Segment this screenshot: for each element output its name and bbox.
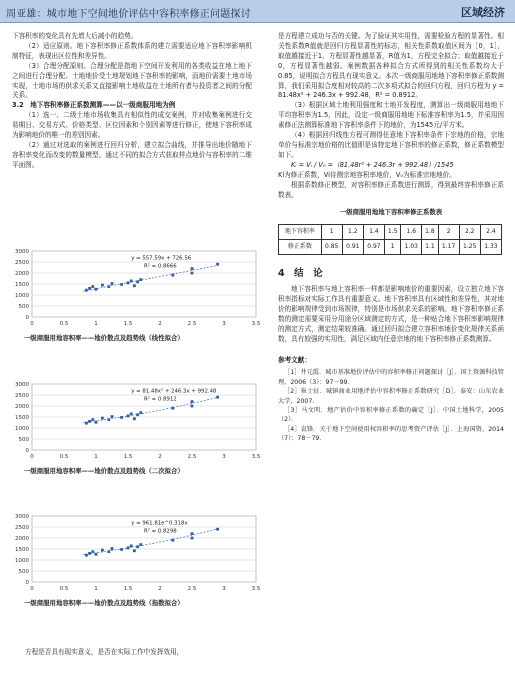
y-tick-label: 3000 xyxy=(15,249,29,255)
paragraph: （3）根据区域土地利用强度和土地开发程度，测算出一级商服用地地下平均容积率为1.5，因此，设定一级商服用地地下标准容积率为1.5，并采用因素修正法测算标准地下容积率条件下的地价，为1545元/平方米。 xyxy=(278,101,504,130)
y-tick-label: 3000 xyxy=(15,382,29,388)
table-header-cell: 修正系数 xyxy=(279,240,322,255)
y-tick-label: 1500 xyxy=(15,415,29,421)
y-tick-label: 2500 xyxy=(15,525,29,531)
paragraph: 方程是否具有现实意义，是否在实际工作中发挥效用， xyxy=(25,648,184,656)
x-tick-label: 2 xyxy=(158,454,162,460)
x-tick-label: 1 xyxy=(94,321,98,327)
y-tick-label: 0 xyxy=(25,448,29,454)
x-tick-label: 0 xyxy=(30,454,34,460)
table-title: 一级商服用地地下容积率修正系数表 xyxy=(339,208,443,217)
table-header-cell: 地下容积率 xyxy=(279,225,322,240)
x-tick-label: 1.5 xyxy=(123,321,133,327)
data-point xyxy=(101,417,104,420)
data-point xyxy=(127,547,130,550)
paragraph: 根据系数修正模型，对容积率修正系数进行测算，得到最终容积率修正系数表。 xyxy=(278,180,504,199)
data-point xyxy=(136,413,139,416)
y-tick-label: 500 xyxy=(18,569,29,575)
x-tick-label: 0 xyxy=(30,321,34,327)
data-point xyxy=(171,274,174,277)
paragraph: （4）根据回归线性方程可测得任意地下容积率条件下宗地的价格，宗地单价与标准宗地价格的比值即是该特定地下容积率的修正系数，修正系数模型如下。 xyxy=(278,131,504,159)
y-tick-label: 1000 xyxy=(15,558,29,564)
paragraph: （2）适应原则。地下容积率修正系数体系的建立需要适应地下容积率影响机制特征，表现出区位性和差异性。 xyxy=(12,41,252,60)
chart-quadratic xyxy=(4,378,262,475)
x-tick-label: 1.5 xyxy=(123,586,133,592)
data-point xyxy=(101,549,104,552)
data-point xyxy=(91,550,94,553)
paragraph: 下容积率的变化具有先增大后减小的趋势。 xyxy=(12,32,138,40)
table-cell: 2 xyxy=(438,225,459,240)
table-cell: 1.33 xyxy=(480,240,501,255)
x-tick-label: 3.5 xyxy=(251,321,261,327)
reference-item: ［4］袁锋．关于地下空间使用权容积率的思考资产评估［J］．上海国资，2014（7）：78－79． xyxy=(278,425,504,443)
x-tick-label: 0.5 xyxy=(59,321,69,327)
table-cell: 0.91 xyxy=(342,240,363,255)
y-tick-label: 2000 xyxy=(15,536,29,542)
x-tick-label: 0 xyxy=(30,586,34,592)
left-column-bottom xyxy=(12,648,252,658)
data-point xyxy=(191,537,194,540)
page-header xyxy=(0,0,515,23)
table-cell: 1.4 xyxy=(363,225,384,240)
x-tick-label: 2 xyxy=(158,586,162,592)
table-cell: 1.03 xyxy=(401,240,422,255)
x-tick-label: 1.5 xyxy=(123,454,133,460)
section-heading: 3.2 地下容积率修正系数测算——以一级商服用地为例 xyxy=(12,101,176,110)
data-point xyxy=(120,416,123,419)
table-cell: 1.1 xyxy=(422,240,438,255)
reference-item: ［3］马文明．地产估价中容积率修正系数的确定［J］．中国土地科学，2005（2）． xyxy=(278,407,504,424)
data-point xyxy=(91,418,94,421)
paragraph: 是方程建立成功与否的关键。为了验证其实用性，需要检验方程的显著性。相关性系数R值就是回归方程显著性的标志，相关性系数取值区间为［0，1］，取值越接近于1，方程显著性越显著，R值为1，方程完全拟合；取值越接近于0，方程显著性越弱。案例数据各种拟合方式所得到的相关性系数均大于0.85，说明拟合方程具有现实意义。本次一级商服用地地下容积率修正系数测算，我们采用拟合度相对较高的二次多项式拟合的回归方程，回归方程为 y = 81.48x² + 246.3x + 992.48，R² = 0.8912。 xyxy=(278,32,504,100)
data-point xyxy=(120,548,123,551)
data-point xyxy=(133,417,136,420)
table-cell: 1.5 xyxy=(385,225,401,240)
table-cell: 2.4 xyxy=(480,225,501,240)
data-point xyxy=(171,407,174,410)
y-tick-label: 0 xyxy=(25,315,29,321)
table-cell: 1 xyxy=(385,240,401,255)
x-tick-label: 3.5 xyxy=(251,586,261,592)
chart-exponential xyxy=(4,510,262,607)
formula: Kᵢ = Vᵢ / V₀ =（81.48r² + 246.3r + 992.48）/1545 xyxy=(291,160,454,169)
x-tick-label: 2.5 xyxy=(187,454,197,460)
data-point xyxy=(216,396,219,399)
scatter-chart xyxy=(4,245,262,331)
data-point xyxy=(88,420,91,423)
data-point xyxy=(85,554,88,557)
y-tick-label: 2000 xyxy=(15,404,29,410)
data-point xyxy=(127,415,130,418)
table-cell: 1.25 xyxy=(459,240,480,255)
paragraph: （1）选一、二级土地市场收集具有相似性的成交案例，并对收集案例进行交易期日、交易方式、价格类型、区位因素和个别因素等进行修正，使地下容积率成为影响地价的唯一的差别因素。 xyxy=(12,111,252,140)
x-tick-label: 3.5 xyxy=(251,454,261,460)
data-point xyxy=(85,289,88,292)
scatter-chart xyxy=(4,510,262,596)
references-title: 参考文献： xyxy=(278,356,311,365)
table-cell: 0.97 xyxy=(363,240,384,255)
chart-linear xyxy=(4,245,262,342)
data-point xyxy=(136,545,139,548)
right-column xyxy=(278,32,504,444)
data-point xyxy=(133,549,136,552)
chart-caption: 一级商服用地容积率——地价散点及趋势线（线性拟合） xyxy=(24,334,184,342)
data-point xyxy=(139,278,142,281)
data-point xyxy=(191,272,194,275)
table-cell: 1.6 xyxy=(401,225,422,240)
x-tick-label: 1 xyxy=(94,586,98,592)
y-tick-label: 500 xyxy=(18,437,29,443)
reference-item: ［1］井元霞．城市基准地价评估中的容积率修正问题探讨［J］．国土资源科技管理，2006（3）：97－99． xyxy=(278,369,504,386)
data-point xyxy=(191,400,194,403)
data-point xyxy=(127,282,130,285)
data-point xyxy=(88,287,91,290)
y-tick-label: 2000 xyxy=(15,271,29,277)
table-cell: 1.17 xyxy=(438,240,459,255)
y-tick-label: 500 xyxy=(18,304,29,310)
data-point xyxy=(120,283,123,286)
data-point xyxy=(191,267,194,270)
paragraph: 地下容积率与地上容积率一样都是影响地价的重要因素，设立独立地下容积率指标对实际工作具有重要意义。地下容积率具有区域性和差异性，其对地价的影响规律受到市场规律，特别是市场供求关系的影响。地下容积率修正系数的测定需要采用分用途分区域测定的方式，是一种贴合地下容积率影响规律的测定方式，测定结果较准确。通过回归拟合建立容积率地价变化规律关系函数，具有较强的实用性，满足区域内任意宗地的地下容积率修正系数测算。 xyxy=(278,285,504,343)
x-tick-label: 2.5 xyxy=(187,586,197,592)
y-tick-label: 2500 xyxy=(15,260,29,266)
running-title: 周亚雄：城市地下空间地价评估中容积率修正问题探讨 xyxy=(6,9,251,20)
data-point xyxy=(130,280,133,283)
table-cell: 0.85 xyxy=(321,240,342,255)
x-tick-label: 0.5 xyxy=(59,586,69,592)
table-row xyxy=(279,225,502,240)
data-point xyxy=(85,422,88,425)
paragraph: （2）通过对选取的案例进行回归分析，建立拟合曲线，并推导出地价随地下容积率变化而改变的数量模型。通过不同的拟合方式获取样点地价与容积率的二维平面图。 xyxy=(12,140,252,169)
x-tick-label: 1 xyxy=(94,454,98,460)
data-point xyxy=(88,552,91,555)
y-tick-label: 2500 xyxy=(15,393,29,399)
r-squared-label: R² = 0.8298 xyxy=(144,528,177,535)
data-point xyxy=(130,413,133,416)
data-point xyxy=(91,285,94,288)
trend-equation: y = 81.48x² + 246.3x + 992.48 xyxy=(131,388,217,395)
chart-caption: 一级商服用地容积率——地价散点及趋势线（指数拟合） xyxy=(24,599,184,607)
y-tick-label: 1000 xyxy=(15,426,29,432)
y-tick-label: 1500 xyxy=(15,547,29,553)
y-tick-label: 3000 xyxy=(15,514,29,520)
data-point xyxy=(191,405,194,408)
section-label: 区域经济 xyxy=(461,6,505,19)
data-point xyxy=(171,539,174,542)
table-cell: 2.2 xyxy=(459,225,480,240)
r-squared-label: R² = 0.8666 xyxy=(144,263,177,270)
data-point xyxy=(111,547,114,550)
data-point xyxy=(139,543,142,546)
coefficient-table xyxy=(278,224,502,255)
x-tick-label: 3 xyxy=(222,454,226,460)
x-tick-label: 0.5 xyxy=(59,454,69,460)
data-point xyxy=(107,550,110,553)
data-point xyxy=(107,418,110,421)
trend-equation: y = 557.59x + 726.56 xyxy=(131,255,192,262)
data-point xyxy=(136,280,139,283)
x-tick-label: 2 xyxy=(158,321,162,327)
data-point xyxy=(191,532,194,535)
trend-equation: y = 961.81e^0.318x xyxy=(131,520,188,527)
x-tick-label: 3 xyxy=(222,586,226,592)
y-tick-label: 1000 xyxy=(15,293,29,299)
table-cell: 1.8 xyxy=(422,225,438,240)
x-tick-label: 2.5 xyxy=(187,321,197,327)
data-point xyxy=(139,411,142,414)
paragraph: Ki为修正系数，Vi待测宗地容积率地价，V₀为标准宗地地价。 xyxy=(278,170,456,179)
table-cell: 1 xyxy=(321,225,342,240)
data-point xyxy=(111,415,114,418)
paragraph: （3）合理分配原则。合理分配是指地下空间开发利用的各类收益在地上地下之间进行合理分配。土地地价受土地规划地下容积率的影响，而地价需要土地市场实现，土地市场的供求关系又直接影响土地收益在土地所有者与投资者之间的分配关系。 xyxy=(12,61,252,100)
data-point xyxy=(133,284,136,287)
data-point xyxy=(95,288,98,291)
data-point xyxy=(216,263,219,266)
left-column xyxy=(12,32,252,171)
section-heading: 4 结 论 xyxy=(278,268,323,280)
x-tick-label: 3 xyxy=(222,321,226,327)
data-point xyxy=(216,528,219,531)
data-point xyxy=(107,285,110,288)
table-row xyxy=(279,240,502,255)
table-cell: 1.2 xyxy=(342,225,363,240)
data-point xyxy=(101,284,104,287)
scatter-chart xyxy=(4,378,262,464)
data-point xyxy=(95,421,98,424)
data-point xyxy=(130,545,133,548)
data-point xyxy=(111,282,114,285)
chart-caption: 一级商服用地容积率——地价散点及趋势线（二次拟合） xyxy=(24,467,184,475)
data-point xyxy=(95,553,98,556)
r-squared-label: R² = 0.8912 xyxy=(144,396,177,403)
y-tick-label: 1500 xyxy=(15,282,29,288)
y-tick-label: 0 xyxy=(25,580,29,586)
reference-item: ［2］崔士征．城镇商业用地评估中容积率修正系数研究［D］．泰安：山东农业大学，2007． xyxy=(278,388,504,405)
